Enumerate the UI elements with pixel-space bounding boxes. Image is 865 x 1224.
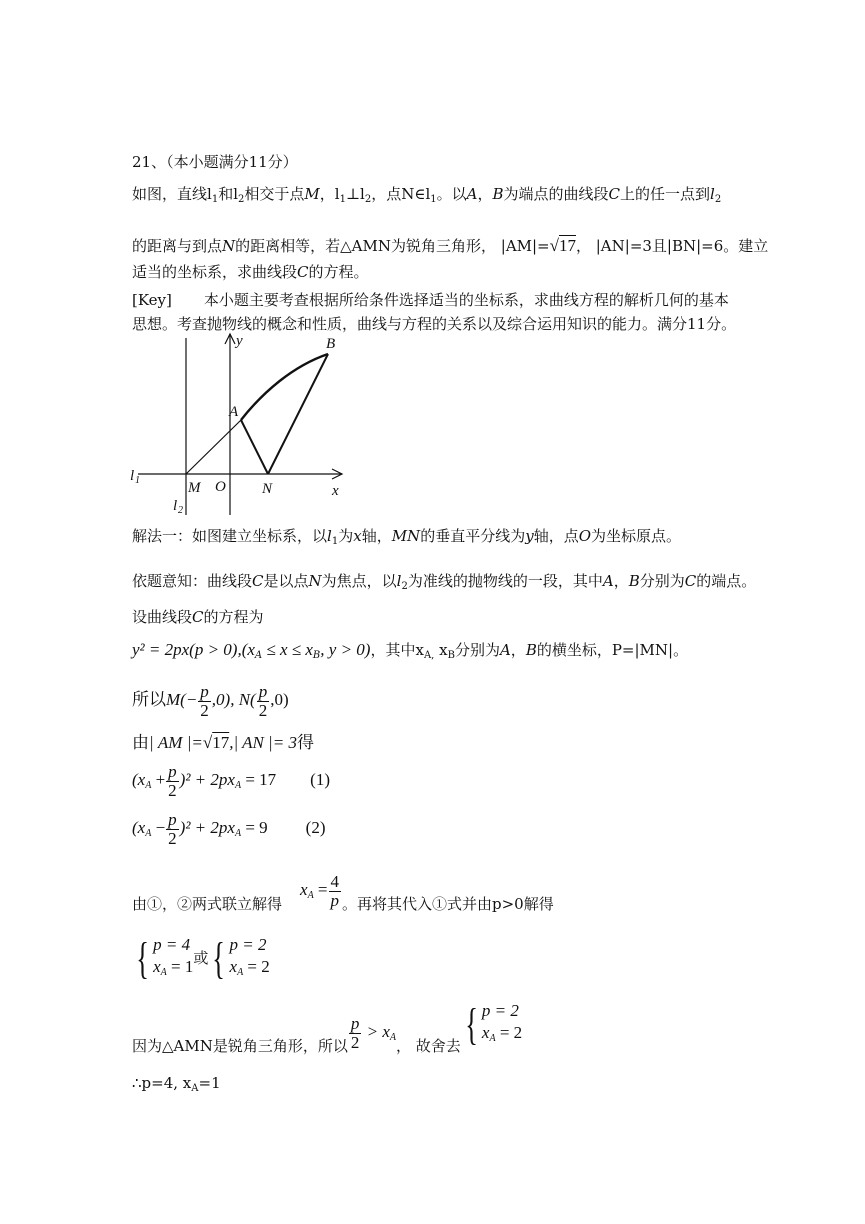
geometry-figure xyxy=(128,330,348,520)
equation-given: 由| AM |=√17,| AN |= 3得 xyxy=(132,733,314,753)
solution-systems: { p = 4 $x_A = 1$ 或 { p = 2 $x_A = 2$ xyxy=(136,934,270,983)
equation-main: $y^2 = 2px(p > 0),(x_A \le x \le x_B$, y > 0)，其中$x_{A,}$ $x_B$分别为A，B的横坐标，P=|MN|。 xyxy=(132,640,689,661)
result-line: 由①，②两式联立解得$x_A$ = $\frac{4}{p}$ 。再将其代入①式并由p>0解得 xyxy=(132,871,554,913)
label-O: O xyxy=(215,479,226,495)
label-B: B xyxy=(326,336,336,352)
equation-MN: 所以M(− $\frac{p}{2}$ ,0), N( $\frac{p}{2}$ ,0) xyxy=(132,681,289,720)
label-A: A xyxy=(229,404,239,420)
label-l2: l xyxy=(173,498,178,514)
key-line-1: [Key] 本小题主要考查根据所给条件选择适当的坐标系，求曲线方程的解析几何的基本 xyxy=(132,291,729,309)
label-l1-sub: 1 xyxy=(135,475,140,486)
final-answer: ∴p=4, $x_A=1$ xyxy=(132,1074,221,1094)
label-x: x xyxy=(332,483,339,499)
label-y: y xyxy=(236,333,243,349)
label-l1: l xyxy=(130,468,135,484)
problem-heading: 21、（本小题满分11分） xyxy=(132,153,298,171)
solution-line-1: 解法一：如图建立坐标系，以$l_1$为x轴，MN的垂直平分线为y轴，点O为坐标原点。 xyxy=(132,527,682,547)
segment-MA xyxy=(186,420,241,474)
problem-line-3: 适当的坐标系，求曲线段C的方程。 xyxy=(132,263,369,281)
solution-line-3: 设曲线段C的方程为 xyxy=(132,608,264,626)
problem-line-1: 如图，直线$l_1$和$l_2$相交于点M，$l_1\perp l_2$，点$N\in l_1$。以A，B为端点的曲线段C上的任一点到$l_2$ xyxy=(132,185,722,205)
curve-AB xyxy=(241,354,328,420)
problem-line-2: 的距离与到点N的距离相等，若△AMN为锐角三角形， |AM|=√17， |AN|=3且|BN|=6。建立 xyxy=(132,236,769,255)
equation-1: ($x_A$ + $\frac{p}{2}$ )$^2 + 2px_A = 17$ (1) xyxy=(132,761,330,800)
segment-BN xyxy=(268,354,328,474)
label-l2-sub: 2 xyxy=(178,505,183,516)
segment-AN xyxy=(241,420,268,474)
equation-2: ($x_A$ − $\frac{p}{2}$ )$^2 + 2px_A = 9$ (2) xyxy=(132,809,326,848)
solution-line-2: 依题意知：曲线段C是以点N为焦点，以$l_2$为准线的抛物线的一段，其中A，B分别为C的端点。 xyxy=(132,572,757,592)
key-line-2: 思想。考查抛物线的概念和性质，曲线与方程的关系以及综合运用知识的能力。满分11分。 xyxy=(132,315,737,333)
acute-triangle-line: 因为△AMN是锐角三角形，所以 $\frac{p}{2}$ > $x_A$， 故舍去 { p = 2 $x_A = 2$ xyxy=(132,1000,523,1055)
label-M: M xyxy=(188,480,201,496)
label-N: N xyxy=(262,481,273,497)
